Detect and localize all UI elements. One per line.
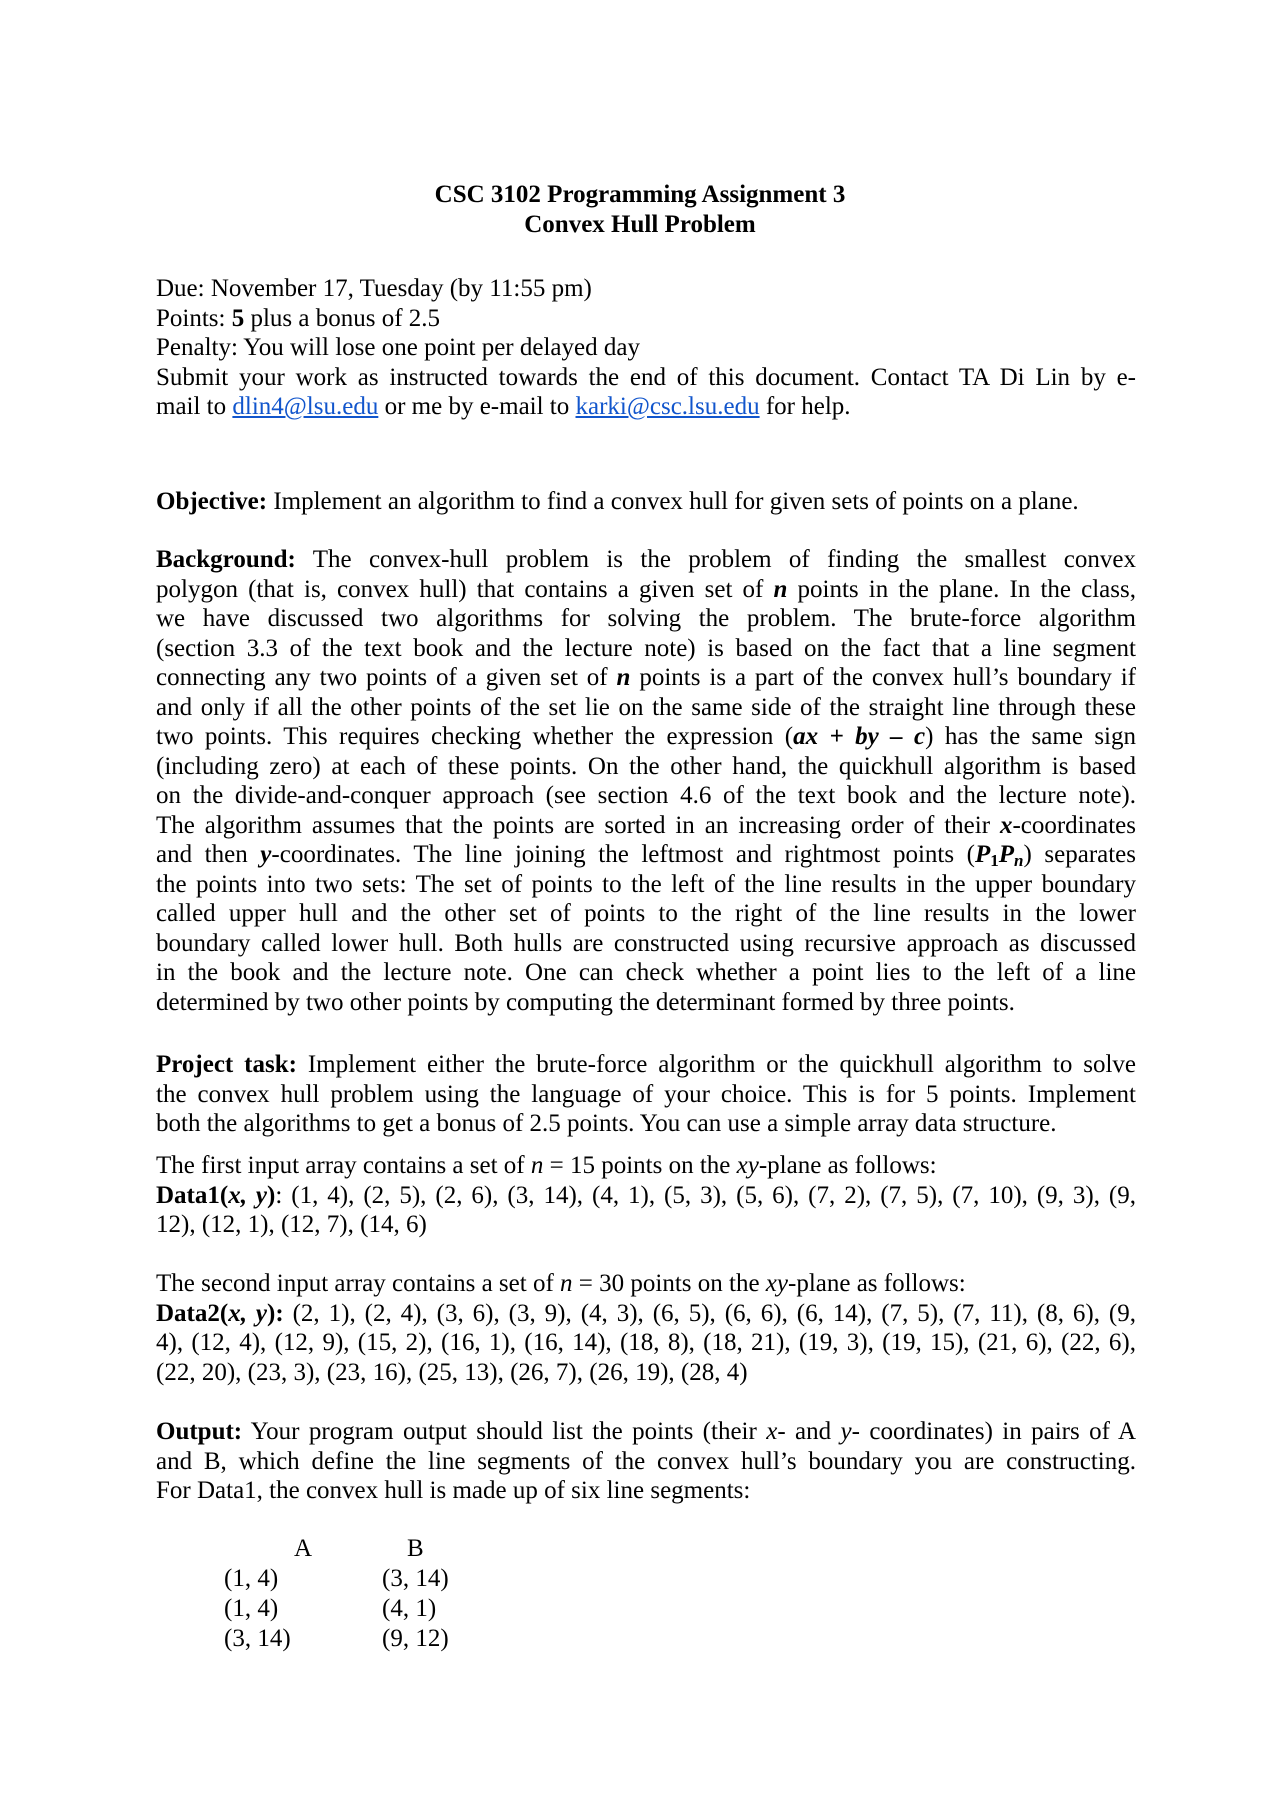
objective-section xyxy=(156,487,1136,517)
background-section: Background: The convex-hull problem is the problem of finding the smallest convex polygon (that is, convex hull) that contains a given set of n points in the plane. In the class, we have discussed two algorithms for solving the problem. The brute-force algorithm (section 3.3 of the text book and the lecture note) is based on the fact that a line segment connecting any two points of a given set of n points is a part of the convex hull’s boundary if and only if all the other points of the set lie on the same side of the straight line through these two points. This requires checking whether the expression (ax + by – c) has the same sign (including zero) at each of these points. On the other hand, the quickhull algorithm is based on the divide-and-conquer approach (see section 4.6 of the text book and the lecture note). The algorithm assumes that the points are sorted in an increasing order of their x-coordinates and then y-coordinates. The line joining the leftmost and rightmost points $(P_1P_n)$ separates the points into two sets: The set of points to the left of the line results in the upper boundary called upper hull and the other set of points to the right of the line results in the lower boundary called lower hull. Both hulls are constructed using recursive approach as discussed in the book and the lecture note. One can check whether a point lies to the left of a line determined by two other points by computing the determinant formed by three points. xyxy=(156,546,1137,1016)
table-row: (1, 4) (3, 14) xyxy=(224,1565,449,1593)
column-header-a: A xyxy=(293,1535,313,1563)
points-line: Points: 5 plus a bonus of 2.5 xyxy=(156,304,441,332)
penalty-line: Penalty: You will lose one point per delayed day xyxy=(156,334,640,361)
data2-label: Data2( xyxy=(156,1299,229,1327)
submit-line: Submit your work as instructed towards the end of this document. Contact TA Di Lin by e- xyxy=(156,363,1136,391)
data1-label: Data1( xyxy=(156,1181,229,1209)
output-section: Output: Your program output should list the points (their x- and y- coordinates) in pairs of A and B, which define the line segments of the convex hull’s boundary you are constructing. For Data1, the convex hull is made up of six line segments: xyxy=(156,1418,1137,1504)
data2-section: The second input array contains a set of n = 30 points on the xy-plane as follows: Data2(x, y): (2, 1), (2, 4), (3, 6), (3, 9), (4, 3), (6, 5), (6, 6), (6, 14), (7, 5), (7, 11), (8, 6), (9, 4), (12, 4), (12, 9), (15, 2), (16, 1), (16, 14), (18, 8), (18, 21), (19, 3), (19, 15), (21, 6), (22, 6), (22, 20), (23, 3), (23, 16), (25, 13), (26, 7), (26, 19), (28, 4) xyxy=(156,1270,1136,1386)
objective-text: Implement an algorithm to find a convex hull for given sets of points on a plane. xyxy=(267,488,1079,515)
title-block xyxy=(0,180,1280,240)
output-table xyxy=(224,1534,449,1654)
output-label: Output: xyxy=(156,1418,243,1445)
project-section: Project task: Implement either the brute-force algorithm or the quickhull algorithm to solve the convex hull problem using the language of your choice. This is for 5 points. Implement both the algorithms to get a bonus of 2.5 points. You can use a simple array data structure. xyxy=(156,1051,1136,1137)
table-header-row xyxy=(224,1534,449,1564)
table-row: (1, 4) (4, 1) xyxy=(224,1595,437,1623)
project-label: Project task: xyxy=(156,1051,297,1078)
table-row: (3, 14) (9, 12) xyxy=(224,1625,449,1653)
instructor-email-link[interactable]: karki@csc.lsu.edu xyxy=(575,393,760,420)
column-header-b: B xyxy=(406,1535,424,1563)
due-line: Due: November 17, Tuesday (by 11:55 pm) xyxy=(156,275,592,302)
assignment-subtitle: Convex Hull Problem xyxy=(524,211,756,238)
header-info xyxy=(156,274,1136,422)
contact-line: mail to dlin4@lsu.edu or me by e-mail to karki@csc.lsu.edu for help. xyxy=(156,393,851,420)
data1-section: The first input array contains a set of n = 15 points on the xy-plane as follows: Data1(x, y): (1, 4), (2, 5), (2, 6), (3, 14), (4, 1), (5, 3), (5, 6), (7, 2), (7, 5), (7, 10), (9, 3), (9, 12), (12, 1), (12, 7), (14, 6) xyxy=(156,1152,1136,1238)
assignment-title: CSC 3102 Programming Assignment 3 xyxy=(434,181,846,208)
expression: ax + by – c xyxy=(793,723,926,750)
objective-label: Objective: xyxy=(156,488,268,515)
ta-email-link[interactable]: dlin4@lsu.edu xyxy=(232,393,379,420)
background-label: Background: xyxy=(156,546,296,573)
